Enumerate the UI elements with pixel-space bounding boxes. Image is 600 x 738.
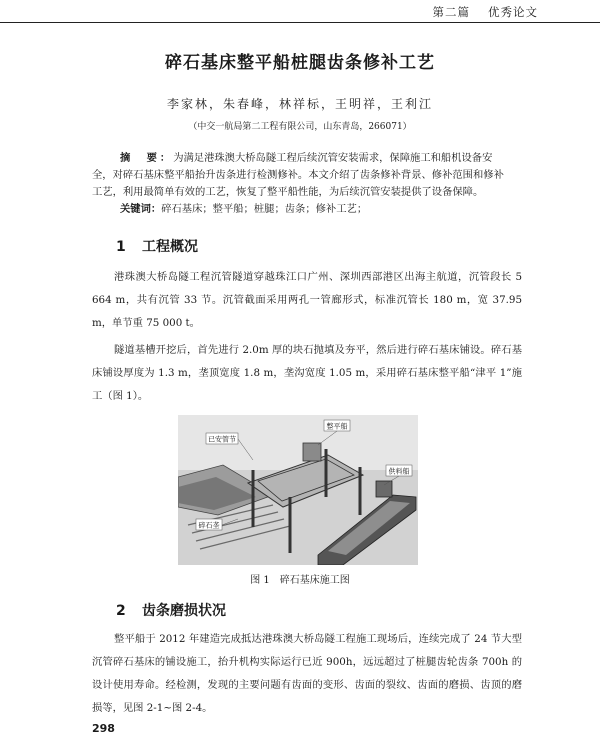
section-2-heading bbox=[116, 600, 226, 620]
header-rule bbox=[0, 22, 600, 23]
abstract-label: 摘 要： bbox=[120, 152, 174, 164]
running-header bbox=[0, 0, 600, 22]
section-1-paragraph-1: 港珠澳大桥岛隧工程沉管隧道穿越珠江口广州、深圳西部港区出海主航道，沉管段长 5 664 m，共有沉管 33 节。沉管截面采用两孔一管廊形式，标准沉管长 180 m，宽 37.95 m，单节重 75 000 t。 bbox=[92, 271, 522, 329]
keywords-label: 关键词： bbox=[120, 203, 162, 215]
section-2-body bbox=[92, 628, 522, 720]
figure-1-caption: 图 1 碎石基床施工图 bbox=[250, 575, 350, 586]
header-section: 第二篇 bbox=[432, 5, 470, 19]
section-2-paragraph-1: 整平船于 2012 年建造完成抵达港珠澳大桥岛隧工程施工现场后，连续完成了 24 节大型沉管碎石基床的铺设施工，抬升机构实际运行已近 900h，远远超过了桩腿齿轮齿条 700h 的设计使用寿命。经检测，发现的主要问题有齿面的变形、齿面的裂纹、齿面的磨损、齿顶的磨损等，见图 2-1~图 2-4。 bbox=[92, 633, 522, 714]
abstract-text: 为满足港珠澳大桥岛隧工程后续沉管安装需求，保障施工和船机设备安全，对碎石基床整平船抬升齿条进行检测修补。本文介绍了齿条修补背景、修补范围和修补工艺，利用最简单有效的工艺，恢复了整平船性能，为后续沉管安装提供了设备保障。 bbox=[92, 152, 504, 198]
label-gravel-ridge: 碎石垄 bbox=[198, 521, 220, 530]
section-1-paragraph-2: 隧道基槽开挖后，首先进行 2.0m 厚的块石抛填及夯平，然后进行碎石基床铺设。碎石基床铺设厚度为 1.3 m，垄顶宽度 1.8 m，垄沟宽度 1.05 m，采用碎石基床整平船“津平 1”施工（图 1）。 bbox=[92, 344, 522, 402]
keywords-text: 碎石基床；整平船；桩腿；齿条；修补工艺； bbox=[161, 203, 368, 215]
section-1-title: 工程概况 bbox=[142, 239, 198, 255]
header-category: 优秀论文 bbox=[488, 5, 538, 19]
keywords-paragraph bbox=[92, 201, 510, 218]
paper-title: 碎石基床整平船桩腿齿条修补工艺 bbox=[165, 53, 435, 73]
section-1-heading bbox=[116, 236, 198, 256]
figure-1 bbox=[178, 415, 418, 565]
label-leveling-ship: 整平船 bbox=[326, 422, 348, 431]
section-2-number: 2 bbox=[116, 603, 126, 619]
label-installed-tube: 已安管节 bbox=[208, 435, 236, 444]
section-1-number: 1 bbox=[116, 239, 126, 255]
section-1-body bbox=[92, 266, 522, 408]
affiliation: （中交一航局第二工程有限公司，山东青岛，266071） bbox=[188, 122, 412, 132]
author-list: 李家林，朱春峰，林祥标，王明祥，王利江 bbox=[166, 97, 433, 111]
abstract-paragraph bbox=[92, 150, 510, 201]
figure-1-illustration bbox=[178, 415, 418, 565]
section-2-title: 齿条磨损状况 bbox=[142, 603, 226, 619]
page-number: 298 bbox=[92, 722, 115, 735]
header-text bbox=[433, 4, 539, 20]
label-feeder-ship: 供料船 bbox=[388, 467, 410, 476]
abstract-block bbox=[92, 150, 510, 218]
